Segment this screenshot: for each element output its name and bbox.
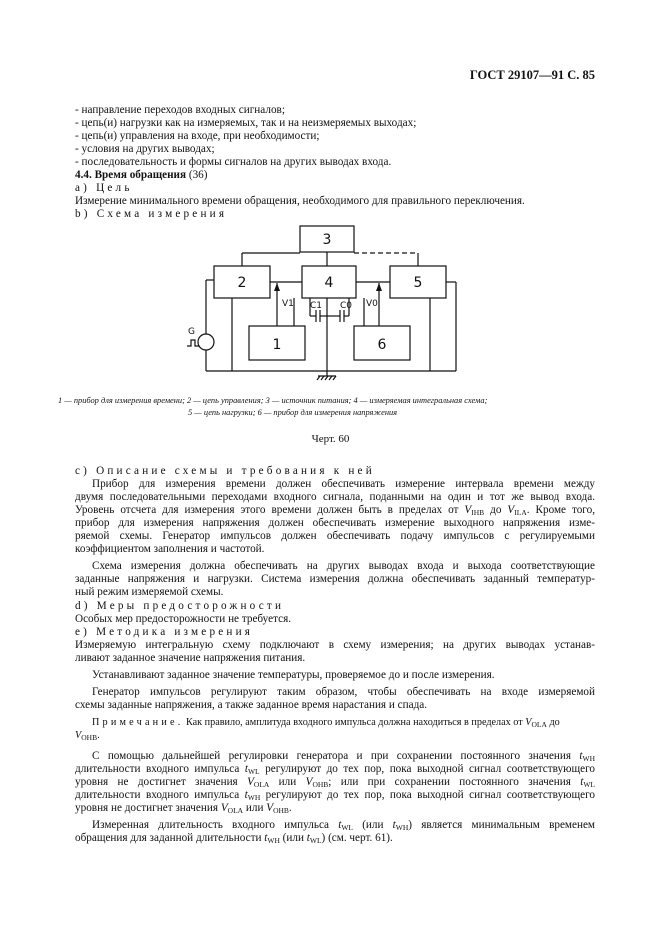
label-box-1: 1: [272, 337, 282, 353]
page-header: ГОСТ 29107—91 С. 85: [469, 68, 595, 82]
paragraph-line: коэффициентом заполнения и частотой.: [75, 543, 265, 555]
paragraph-line: Устанавливают заданное значение температуры, проверяемое до и после измерения.: [92, 669, 495, 681]
label-box-5: 5: [413, 275, 423, 291]
paragraph-line: обращения для заданной длительности $t_{WH}$ (или $t_{WL}$) (см. черт. 61).: [75, 832, 393, 845]
v1-label: V1: [282, 299, 294, 309]
paragraph-line: ливают заданное значение напряжения питания.: [75, 652, 306, 664]
paragraph-line: ный режим измеряемой схемы.: [75, 586, 224, 598]
measurement-circuit-diagram: [0, 0, 661, 400]
v0-label: V0: [366, 299, 378, 309]
paragraph-line: уровня не достигнет значения $V_{OLA}$ или $V_{OHB}$.: [75, 802, 292, 815]
label-box-6: 6: [377, 337, 387, 353]
paragraph-line: двумя последовательными переходами входного сигнала, поданными на один и тот же вывод входа.: [75, 491, 595, 503]
label-box-4: 4: [324, 275, 334, 291]
note-line: $V_{OHB}$.: [75, 730, 100, 742]
list-item: - условия на других выводах;: [75, 143, 215, 155]
list-item: - цепь(и) нагрузки как на измеряемых, так и на неизмеряемых выходах;: [75, 117, 417, 129]
figure-number: Черт. 60: [311, 433, 350, 445]
subsection-b-label: b) Схема измерения: [75, 208, 228, 220]
paragraph-line: длительности входного импульса $t_{WL}$ регулируют до тех пор, пока выходной сигнал соответствующего: [75, 763, 595, 776]
paragraph-line: заданные напряжения и нагрузки. Система измерения должна обеспечивать заданный температур-: [75, 573, 595, 585]
subsection-a-text: Измерение минимального времени обращения, необходимого для правильного переключения.: [75, 195, 525, 207]
paragraph-line: С помощью дальнейшей регулировки генератора и при сохранении постоянного значения $t_{WH}$: [92, 750, 595, 763]
paragraph-line: длительности входного импульса $t_{WH}$ регулируют до тех пор, пока выходной сигнал соответствующего: [75, 789, 596, 802]
paragraph-line: Генератор импульсов регулируют таким образом, чтобы обеспечивать на входе измеряемой: [92, 686, 595, 698]
paragraph-line: ряемой схемы. Генератор импульсов должен обеспечивать подачу импульсов с регулируемыми: [75, 530, 595, 542]
figure-caption-line-1: 1 — прибор для измерения времени; 2 — цепь управления; 3 — источник питания; 4 — измеряемая интегральная схема;: [58, 396, 488, 405]
paragraph-line: Прибор для измерения времени должен обеспечивать измерение интервала времени между: [92, 478, 595, 490]
paragraph-line: прибор для измерения напряжения должен обеспечивать измерение выходного напряжения изме-: [75, 517, 595, 529]
note-label: Примечание.: [92, 717, 184, 728]
figure-caption-line-2: 5 — цепь нагрузки; 6 — прибор для измерения напряжения: [188, 408, 398, 417]
subsection-a-label: а) Цель: [75, 182, 133, 194]
paragraph-line: Измеренная длительность входного импульса $t_{WL}$ (или $t_{WH}$) является минимальным временем: [92, 819, 595, 832]
paragraph-line: уровня не достигнет значения $V_{OLA}$ или $V_{OHB}$; или при сохранении постоянного значения $t_{WL}$: [75, 776, 596, 789]
c0-label: C0: [340, 301, 353, 311]
paragraph-line: схемы заданные напряжения, а также заданное время нарастания и спада.: [75, 699, 428, 711]
paragraph-line: Схема измерения должна обеспечивать на других выводах входа и выхода соответствующие: [92, 560, 595, 572]
subsection-e-label: е) Методика измерения: [75, 626, 254, 638]
label-box-2: 2: [237, 275, 247, 291]
label-box-3: 3: [322, 232, 332, 248]
list-item: - последовательность и формы сигналов на других выводах входа.: [75, 156, 392, 168]
list-item: - направление переходов входных сигналов;: [75, 104, 285, 116]
section-title: 4.4. Время обращения: [75, 169, 187, 181]
note-line: Примечание. Как правило, амплитуда входного импульса должна находиться в пределах от $V_{OLA}$ до: [92, 717, 560, 729]
list-item: - цепь(и) управления на входе, при необходимости;: [75, 130, 320, 142]
subsection-d-label: d) Меры предосторожности: [75, 600, 285, 612]
subsection-d-text: Особых мер предосторожности не требуется.: [75, 613, 292, 625]
paragraph-line: Измеряемую интегральную схему подключают в схему измерения; на других выводах устанав-: [75, 639, 595, 651]
section-ref: (36): [186, 169, 208, 181]
paragraph-line: Уровень отсчета для измерения этого времени должен быть в пределах от $V_{IHB}$ до $V_{ILA}$. Кроме того,: [75, 504, 595, 517]
generator-label: G: [188, 327, 195, 337]
c1-label: C1: [310, 301, 323, 311]
subsection-c-label: с) Описание схемы и требования к ней: [75, 465, 375, 477]
